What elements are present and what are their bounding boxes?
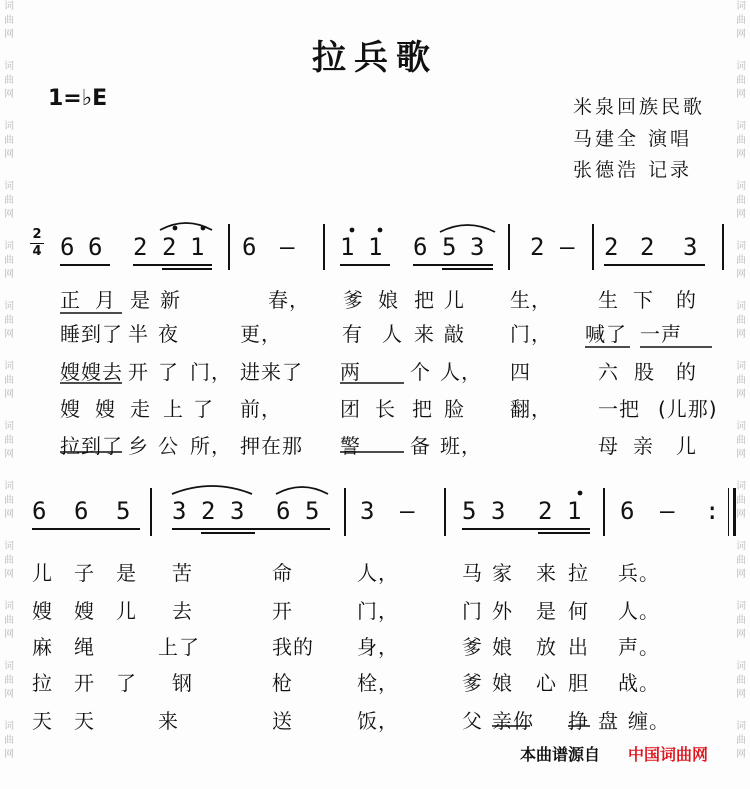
watermark-char: 网 [4, 269, 14, 280]
lyric-row1-verse3: 两 [340, 360, 361, 384]
lyric-row2-verse2: 何 [568, 599, 589, 623]
watermark-char: 曲 [736, 615, 746, 626]
note-row1: 6 [413, 233, 428, 261]
lyric-row1-verse5: 儿 [676, 434, 697, 458]
lyric-row2-verse3: 娘 [492, 635, 513, 659]
watermark-char: 网 [736, 449, 746, 460]
credit-singer: 马建全 演唱 [573, 128, 693, 150]
lyric-row2-verse2: 开 [272, 599, 293, 623]
lyric-row2-verse4: 开 [74, 671, 95, 695]
lyric-row2-verse5: 盘 [598, 709, 619, 733]
lyric-row2-verse5: 缠。 [628, 709, 670, 733]
lyric-row1-verse5: 乡 [128, 434, 149, 458]
watermark-char: 网 [736, 569, 746, 580]
slur [440, 225, 495, 232]
lyric-row2-verse1: 苦 [172, 561, 193, 585]
octave-dot [378, 228, 383, 233]
watermark-char: 网 [736, 269, 746, 280]
lyric-row1-verse3: 进来了 [240, 360, 303, 384]
watermark-char: 网 [4, 209, 14, 220]
lyric-row2-verse4: 栓， [357, 671, 399, 695]
note-row2: 2 [538, 497, 553, 525]
watermark-char: 网 [736, 329, 746, 340]
lyric-row1-verse1: 生 [598, 288, 619, 312]
lyric-row1-verse5: 班， [440, 434, 482, 458]
lyric-row2-verse5: 天 [32, 709, 53, 733]
note-row2: 3 [491, 497, 506, 525]
lyric-row1-verse4: 嫂 [95, 397, 116, 421]
watermark-char: 曲 [736, 15, 746, 26]
watermark-char: 词 [4, 61, 14, 72]
lyric-row2-verse1: 兵。 [618, 561, 660, 585]
lyric-row1-verse2: 来 [414, 322, 435, 346]
watermark-char: 曲 [736, 675, 746, 686]
lyric-row2-verse3: 上了 [158, 635, 200, 659]
watermark-char: 词 [4, 361, 14, 372]
note-row1: 2 [640, 233, 655, 261]
credit-origin: 米泉回族民歌 [573, 96, 706, 118]
lyric-row2-verse2: 是 [536, 599, 557, 623]
watermark-char: 曲 [736, 255, 746, 266]
watermark-char: 曲 [4, 375, 14, 386]
watermark-char: 词 [736, 181, 746, 192]
lyric-row2-verse4: 枪 [272, 671, 293, 695]
note-row1: 1 [368, 233, 383, 261]
lyric-row2-verse1: 是 [116, 561, 137, 585]
lyric-row1-verse2: 夜 [158, 322, 179, 346]
note-row2: 5 [116, 497, 131, 525]
lyric-row1-verse3: 了 [158, 360, 179, 384]
lyric-row1-verse4: 嫂 [60, 397, 81, 421]
lyric-row2-verse1: 来 [536, 561, 557, 585]
lyric-row2-verse4: 了 [116, 671, 137, 695]
watermark-char: 词 [736, 61, 746, 72]
note-row1: 6 [242, 233, 257, 261]
lyric-row2-verse3: 声。 [618, 635, 660, 659]
lyric-row2-verse3: 爹 [462, 635, 483, 659]
lyric-row2-verse5: 送 [272, 709, 293, 733]
note-row2: — [660, 497, 675, 525]
lyric-row1-verse4: 前， [240, 397, 282, 421]
lyric-row1-verse3: 个 [410, 360, 431, 384]
lyric-row1-verse2: 喊了 [585, 322, 627, 346]
watermark-char: 网 [736, 629, 746, 640]
lyric-row1-verse5: 押在那 [240, 434, 303, 458]
lyric-row2-verse2: 人。 [618, 599, 660, 623]
watermark-char: 词 [4, 541, 14, 552]
lyric-row2-verse5: 饭， [357, 709, 399, 733]
watermark-char: 词 [736, 661, 746, 672]
watermark-char: 网 [4, 569, 14, 580]
slur [172, 486, 252, 494]
note-row1: — [560, 233, 575, 261]
note-row1: 3 [683, 233, 698, 261]
watermark-char: 词 [736, 1, 746, 12]
watermark-char: 曲 [4, 675, 14, 686]
note-row1: 2 [530, 233, 545, 261]
watermark-char: 曲 [736, 375, 746, 386]
watermark-char: 网 [4, 749, 14, 760]
watermark-char: 曲 [736, 135, 746, 146]
source-label: 本曲谱源自 [520, 745, 601, 764]
watermark-char: 曲 [4, 495, 14, 506]
lyric-row1-verse5: 母 [598, 434, 619, 458]
lyric-row2-verse2: 去 [172, 599, 193, 623]
lyric-row2-verse1: 子 [74, 561, 95, 585]
lyric-row1-verse5: 拉到了 [60, 434, 123, 458]
lyric-row1-verse5: 亲 [633, 434, 654, 458]
watermark-char: 网 [4, 329, 14, 340]
note-row1: 6 [88, 233, 103, 261]
note-row1: 1 [190, 233, 205, 261]
lyric-row1-verse4: 走 [130, 397, 151, 421]
lyric-row1-verse4: 了 [193, 397, 214, 421]
note-row2: 5 [462, 497, 477, 525]
lyric-row1-verse3: 四 [510, 360, 531, 384]
slur [276, 487, 328, 494]
watermark-char: 曲 [736, 435, 746, 446]
watermark-char: 词 [4, 601, 14, 612]
watermark-char: 词 [736, 361, 746, 372]
lyric-row2-verse3: 出 [568, 635, 589, 659]
watermark-char: 词 [4, 241, 14, 252]
lyric-row2-verse2: 嫂 [74, 599, 95, 623]
lyric-row1-verse5: 备 [410, 434, 431, 458]
note-row2: 6 [620, 497, 635, 525]
note-row1: 3 [470, 233, 485, 261]
time-signature-top: 2 [32, 227, 42, 242]
watermark-char: 词 [736, 241, 746, 252]
lyric-row2-verse1: 儿 [32, 561, 53, 585]
lyric-row2-verse4: 娘 [492, 671, 513, 695]
watermark-char: 词 [736, 481, 746, 492]
lyric-row1-verse3: 开 [128, 360, 149, 384]
watermark-char: 词 [4, 481, 14, 492]
lyric-row1-verse1: 月 [95, 288, 116, 312]
note-row2: 2 [201, 497, 216, 525]
lyric-row2-verse5: 天 [74, 709, 95, 733]
watermark-char: 曲 [4, 735, 14, 746]
lyric-row2-verse2: 外 [492, 599, 513, 623]
lyric-row1-verse2: 更， [240, 322, 282, 346]
lyric-row2-verse1: 命 [272, 561, 293, 585]
watermark-char: 网 [736, 749, 746, 760]
watermark-char: 曲 [4, 195, 14, 206]
note-row2: 3 [172, 497, 187, 525]
watermark-char: 网 [4, 149, 14, 160]
watermark-char: 曲 [4, 615, 14, 626]
note-row2: 6 [74, 497, 89, 525]
lyric-row1-verse4: 一把 [598, 397, 640, 421]
octave-dot [578, 491, 583, 496]
watermark-char: 网 [736, 509, 746, 520]
note-row2: 5 [305, 497, 320, 525]
lyric-row2-verse1: 马 [462, 561, 483, 585]
lyric-row1-verse4: 翻， [510, 397, 552, 421]
note-row2: 3 [230, 497, 245, 525]
watermark-char: 网 [736, 209, 746, 220]
watermark-char: 曲 [736, 735, 746, 746]
lyric-row1-verse2: 一声 [640, 322, 682, 346]
credit-recorder: 张德浩 记录 [573, 159, 693, 181]
lyric-row2-verse3: 我的 [272, 635, 314, 659]
watermark-char: 网 [4, 449, 14, 460]
lyric-row1-verse3: 门， [190, 360, 232, 384]
watermark-char: 词 [736, 541, 746, 552]
watermark-char: 网 [4, 389, 14, 400]
lyric-row1-verse1: 下 [633, 288, 654, 312]
note-row1: 5 [442, 233, 457, 261]
lyric-row2-verse2: 嫂 [32, 599, 53, 623]
watermark-char: 曲 [4, 555, 14, 566]
watermark-char: 网 [4, 689, 14, 700]
watermark-char: 词 [736, 721, 746, 732]
lyric-row1-verse2: 半 [128, 322, 149, 346]
watermark-char: 曲 [4, 435, 14, 446]
lyric-row1-verse3: 人， [440, 360, 482, 384]
watermark-char: 网 [4, 89, 14, 100]
note-row1: 2 [133, 233, 148, 261]
lyric-row1-verse1: 正 [60, 288, 81, 312]
watermark-char: 词 [4, 1, 14, 12]
lyric-row1-verse1: 娘 [378, 288, 399, 312]
watermark-char: 词 [4, 661, 14, 672]
lyric-row1-verse1: 新 [160, 288, 181, 312]
note-row2: — [400, 497, 415, 525]
lyric-row2-verse4: 胆 [568, 671, 589, 695]
lyric-row2-verse1: 人， [357, 561, 399, 585]
lyric-row1-verse4: (儿那) [658, 397, 718, 421]
watermark-char: 网 [736, 29, 746, 40]
lyric-row1-verse1: 生， [510, 288, 552, 312]
lyric-row2-verse1: 拉 [568, 561, 589, 585]
note-row1: 2 [604, 233, 619, 261]
lyric-row1-verse4: 脸 [444, 397, 465, 421]
note-row2: 1 [567, 497, 582, 525]
lyric-row2-verse4: 爹 [462, 671, 483, 695]
note-row1: 6 [60, 233, 75, 261]
lyric-row1-verse3: 股 [634, 360, 655, 384]
watermark-char: 曲 [736, 315, 746, 326]
watermark-char: 词 [4, 181, 14, 192]
watermark-char: 网 [4, 29, 14, 40]
watermark-char: 词 [736, 301, 746, 312]
watermark-char: 曲 [4, 75, 14, 86]
song-title: 拉兵歌 [312, 38, 438, 78]
key-signature: 1=♭E [48, 86, 108, 111]
repeat-dots: : [705, 497, 720, 525]
note-row1: — [280, 233, 295, 261]
octave-dot [173, 226, 178, 231]
watermark-char: 曲 [4, 15, 14, 26]
lyric-row2-verse2: 门， [357, 599, 399, 623]
lyric-row2-verse1: 家 [492, 561, 513, 585]
lyric-row1-verse1: 把 [414, 288, 435, 312]
note-row2: 3 [360, 497, 375, 525]
lyric-row2-verse4: 战。 [618, 671, 660, 695]
lyric-row2-verse4: 心 [536, 671, 557, 695]
lyric-row1-verse3: 的 [676, 360, 697, 384]
watermark-char: 曲 [736, 195, 746, 206]
lyric-row1-verse5: 所， [190, 434, 232, 458]
lyric-row2-verse3: 身， [357, 635, 399, 659]
note-row2: 6 [276, 497, 291, 525]
watermark-char: 词 [4, 301, 14, 312]
lyric-row1-verse4: 上 [163, 397, 184, 421]
lyric-row1-verse2: 敲 [444, 322, 465, 346]
site-name[interactable]: 中国词曲网 [628, 745, 709, 764]
lyric-row2-verse5: 亲你 [492, 709, 534, 733]
watermark-char: 网 [736, 389, 746, 400]
lyric-row2-verse3: 麻 [32, 635, 53, 659]
watermark-char: 词 [4, 421, 14, 432]
watermark-char: 网 [4, 629, 14, 640]
lyric-row1-verse3: 嫂嫂去 [60, 360, 123, 384]
lyric-row2-verse2: 儿 [116, 599, 137, 623]
watermark-char: 网 [4, 509, 14, 520]
lyric-row2-verse2: 门 [462, 599, 483, 623]
octave-dot [350, 228, 355, 233]
lyric-row2-verse4: 钢 [172, 671, 193, 695]
watermark-char: 曲 [736, 495, 746, 506]
lyric-row2-verse4: 拉 [32, 671, 53, 695]
time-signature-bottom: 4 [32, 244, 42, 259]
watermark-char: 曲 [736, 75, 746, 86]
lyric-row2-verse5: 父 [462, 709, 483, 733]
lyric-row1-verse1: 爹 [343, 288, 364, 312]
watermark-char: 网 [736, 149, 746, 160]
watermark-char: 词 [4, 121, 14, 132]
lyric-row1-verse4: 把 [412, 397, 433, 421]
lyric-row1-verse4: 团 [340, 397, 361, 421]
lyric-row1-verse5: 公 [158, 434, 179, 458]
lyric-row2-verse5: 挣 [568, 709, 589, 733]
lyric-row1-verse1: 儿 [444, 288, 465, 312]
lyric-row2-verse3: 放 [536, 635, 557, 659]
lyric-row1-verse2: 睡到了 [60, 322, 123, 346]
watermark-char: 词 [736, 601, 746, 612]
watermark-char: 词 [4, 721, 14, 732]
lyric-row1-verse2: 有 [342, 322, 363, 346]
note-row1: 1 [340, 233, 355, 261]
lyric-row2-verse5: 来 [158, 709, 179, 733]
lyric-row1-verse1: 春， [268, 288, 310, 312]
lyric-row1-verse5: 警 [340, 434, 361, 458]
lyric-row1-verse2: 门， [510, 322, 552, 346]
lyric-row1-verse4: 长 [375, 397, 396, 421]
lyric-row1-verse1: 的 [676, 288, 697, 312]
watermark-char: 曲 [4, 135, 14, 146]
lyric-row2-verse3: 绳 [74, 635, 95, 659]
watermark-char: 词 [736, 421, 746, 432]
note-row1: 2 [162, 233, 177, 261]
lyric-row1-verse2: 人 [382, 322, 403, 346]
lyric-row1-verse3: 六 [598, 360, 619, 384]
watermark-char: 曲 [736, 555, 746, 566]
watermark-char: 曲 [4, 255, 14, 266]
watermark-char: 网 [736, 89, 746, 100]
lyric-row1-verse1: 是 [130, 288, 151, 312]
watermark-char: 词 [736, 121, 746, 132]
watermark-char: 曲 [4, 315, 14, 326]
note-row2: 6 [32, 497, 47, 525]
watermark-char: 网 [736, 689, 746, 700]
